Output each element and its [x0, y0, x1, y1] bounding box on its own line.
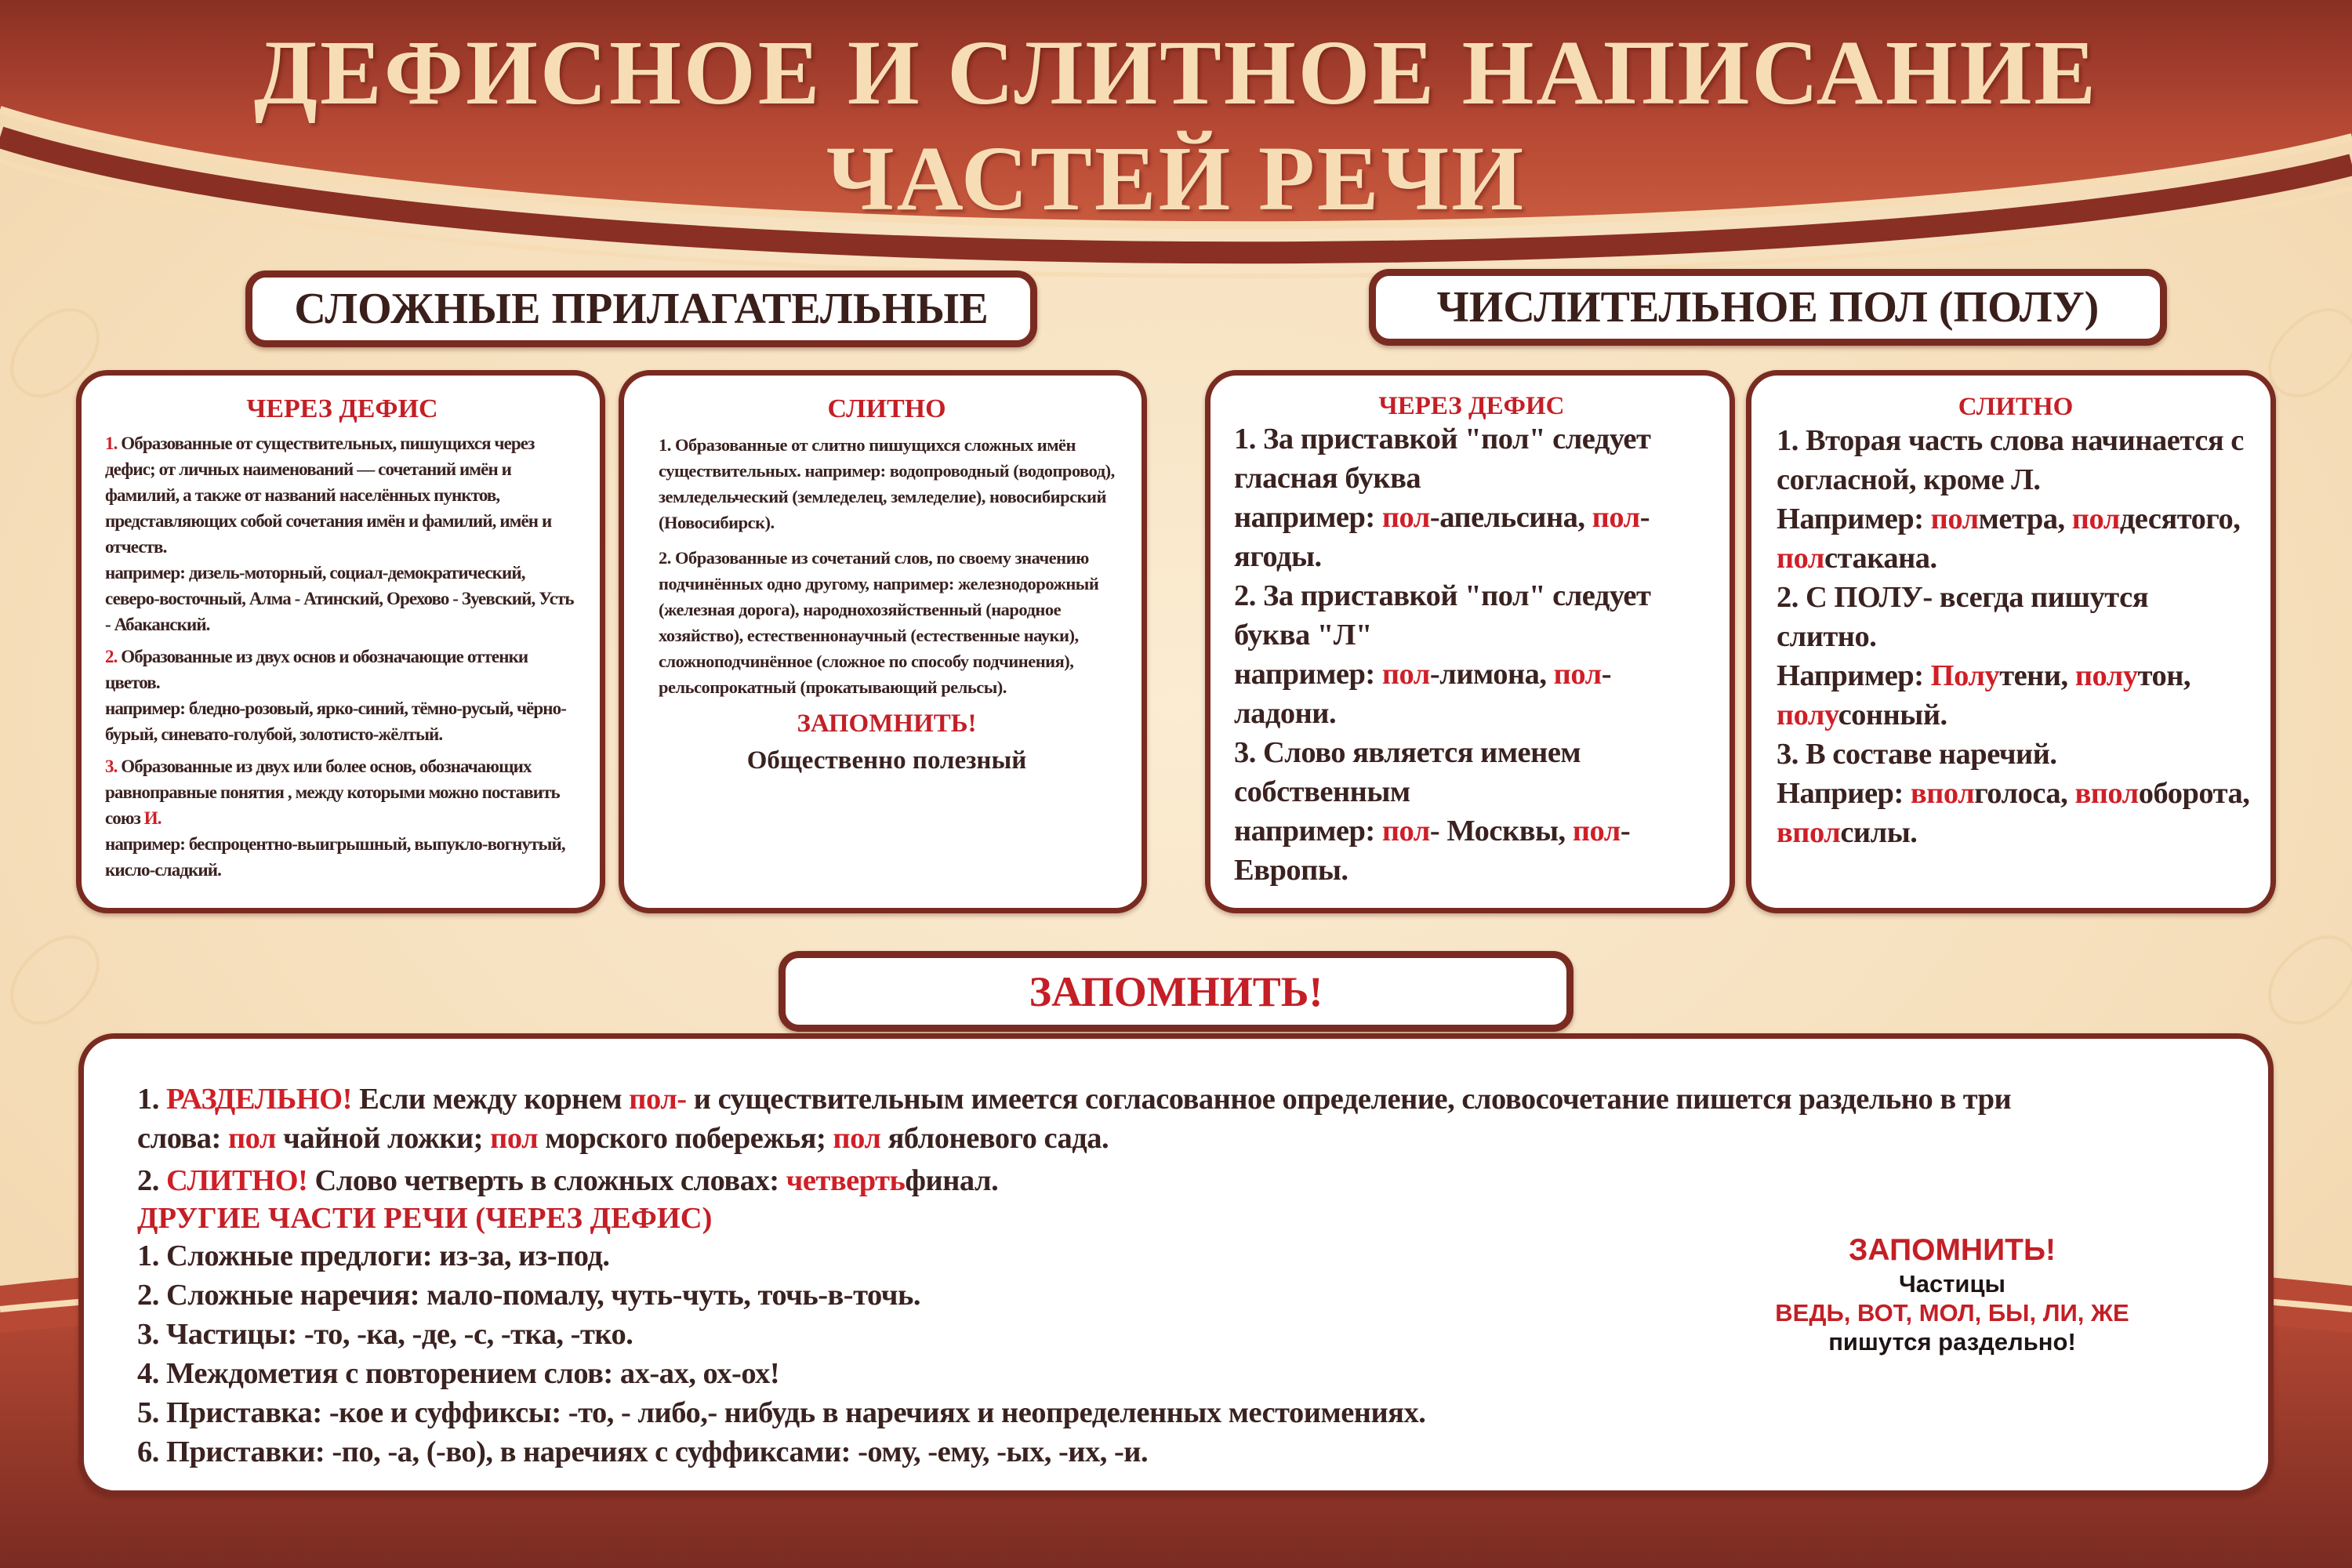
card-adjectives-solid: [619, 370, 1147, 913]
example-word: голоса,: [1974, 777, 2075, 810]
rule-text: Образованные из двух основ и обозначающие оттенки цветов.: [105, 647, 528, 692]
card-title: СЛИТНО: [1958, 393, 2074, 421]
rule-example: например: бледно-розовый, ярко-синий, тёмно-русый, чёрно-бурый, синевато-голубой, золотисто-жёлтый.: [105, 699, 566, 744]
rule-example: [1777, 656, 2255, 735]
rule-paragraph: 2. Образованные из сочетаний слов, по своему значению подчинённых одно другому, например: железнодорожный (железная дорога), народнохозяйственный (народное хозяйство), естественнонаучный (естественные науки), сложноподчинённое (сложное по способу подчинения), рельсопрокатный (прокатывающий рельсы).: [659, 548, 1099, 697]
example-word: сонный.: [1838, 699, 1947, 731]
list-item: 6. Приставки: -по, -а, (-во), в наречиях с суффиксами: -ому, -ему, -ых, -их, -и.: [137, 1436, 1149, 1468]
example-highlight: пол: [833, 1122, 881, 1155]
example-word: Наприер:: [1777, 777, 1911, 810]
example-highlight: пол: [1777, 542, 1825, 575]
rule-text: яблоневого сада.: [880, 1122, 1109, 1155]
card-title: ЧЕРЕЗ ДЕФИС: [246, 394, 438, 423]
page-title-line-2: ЧАСТЕЙ РЕЧИ: [826, 127, 1526, 230]
card-title: ЧЕРЕЗ ДЕФИС: [1378, 392, 1565, 420]
rule-paragraph: [105, 430, 579, 637]
rule-text: Образованные из двух или более основ, обозначающих равноправные понятия , между которыми можно поставить союз: [105, 757, 560, 828]
rule-text: финал.: [905, 1164, 999, 1197]
rule-text: Слово четверть в сложных словах:: [307, 1164, 786, 1197]
example-word: -апельсина,: [1429, 501, 1592, 534]
particles-title: ЗАПОМНИТЬ!: [1849, 1233, 2056, 1267]
rule-text: 2. За приставкой "пол" следует буква "Л": [1234, 579, 1651, 652]
example-highlight: полу: [1777, 699, 1838, 731]
rule-paragraph: 1. Образованные от слитно пишущихся сложных имён существительных. например: водопроводный (водопровод), земледельческий (земледелец, земледелие), новосибирский (Новосибирск).: [659, 435, 1115, 532]
rule-text: 3. Слово является именем собственным: [1234, 736, 1581, 808]
example-word: -лимона,: [1429, 658, 1554, 691]
example-highlight: Полу: [1930, 659, 2000, 692]
rule-line: [137, 1119, 2213, 1158]
list-item: 4. Междометия с повторением слов: ах-ах, ох-ох!: [137, 1357, 780, 1390]
example-highlight: впол: [1910, 777, 1975, 810]
rule-keyword: РАЗДЕЛЬНО!: [166, 1083, 352, 1116]
card-title: СЛИТНО: [827, 394, 946, 423]
rule-number: 1.: [105, 434, 118, 453]
rule-example: [1777, 499, 2255, 578]
rule-text: морского побережья;: [538, 1122, 833, 1155]
rule-text: Образованные от существительных, пишущихся через дефис; от личных наименований — сочетаний имён и фамилий, а также от названий населённых пунктов, представляющих собой сочетания имён и фамилий, имён и отчеств.: [105, 434, 552, 557]
card-numeral-hyphen: [1205, 370, 1735, 913]
example-highlight: пол: [1572, 815, 1621, 848]
particles-line: пишутся раздельно!: [1828, 1328, 2076, 1356]
example-highlight: впол: [2074, 777, 2139, 810]
example-highlight: пол: [227, 1122, 276, 1155]
rule-text: слова:: [137, 1122, 228, 1155]
example-word: тени,: [1999, 659, 2075, 692]
rule-example: [1234, 811, 1709, 890]
example-word: десятого,: [2119, 503, 2241, 535]
example-highlight: пол: [1381, 501, 1430, 534]
rule-number: 1.: [137, 1083, 166, 1116]
particles-list: ВЕДЬ, ВОТ, МОЛ, БЫ, ЛИ, ЖЕ: [1775, 1299, 2129, 1327]
list-item: 1. Сложные предлоги: из-за, из-под.: [137, 1240, 610, 1272]
rule-paragraph: [105, 753, 579, 883]
page-title-line-1: ДЕФИСНОЕ И СЛИТНОЕ НАПИСАНИЕ: [253, 21, 2099, 124]
rule-example: [1777, 774, 2255, 852]
rule-text: Если между корнем: [351, 1083, 630, 1116]
example-word: стакана.: [1824, 542, 1937, 575]
example-highlight: пол: [1381, 815, 1430, 848]
rule-keyword: СЛИТНО!: [166, 1164, 308, 1197]
rule-text: чайной ложки;: [276, 1122, 491, 1155]
list-item: 5. Приставка: -кое и суффиксы: -то, - либо,- нибудь в наречиях и неопределенных местоимениях.: [137, 1396, 1426, 1429]
particles-note: [1756, 1231, 2148, 1356]
example-highlight: впол: [1777, 816, 1841, 849]
rule-example: например: дизель-моторный, социал-демократический, северо-восточный, Алма - Атинский, Орехово - Зуевский, Усть - Абаканский.: [105, 563, 574, 634]
card-numeral-solid: [1746, 370, 2276, 913]
rule-line: [137, 1161, 2213, 1200]
header-compound-adjectives: СЛОЖНЫЕ ПРИЛАГАТЕЛЬНЫЕ: [245, 270, 1037, 347]
rule-example: например: беспроцентно-выигрышный, выпукло-вогнутый, кисло-сладкий.: [105, 834, 565, 880]
example-word: например:: [1234, 658, 1382, 691]
header-remember: ЗАПОМНИТЬ!: [779, 951, 1573, 1032]
rule-number: 2.: [105, 647, 118, 666]
card-adjectives-hyphen: [76, 370, 605, 913]
rule-text: 1. Вторая часть слова начинается с согласной, кроме Л.: [1777, 424, 2244, 496]
example-word: например:: [1234, 501, 1382, 534]
list-item: 3. Частицы: -то, -ка, -де, -с, -тка, -тко.: [137, 1318, 633, 1351]
example-word: -ладони.: [1234, 658, 1612, 730]
rule-number: 2.: [137, 1164, 166, 1197]
remember-text: Общественно полезный: [746, 746, 1027, 775]
example-word: силы.: [1840, 816, 1918, 849]
particles-line: Частицы: [1898, 1270, 2006, 1298]
rule-text: 3. В составе наречий.: [1777, 738, 2057, 771]
example-word: тон,: [2137, 659, 2191, 692]
example-word: - Москвы,: [1429, 815, 1573, 848]
example-highlight: четверть: [786, 1164, 906, 1197]
rule-text: и существительным имеется согласованное определение, словосочетание пишется раздельно в три: [686, 1083, 2012, 1116]
rule-line: [137, 1080, 2213, 1119]
example-word: метра,: [1978, 503, 2072, 535]
example-word: оборота,: [2138, 777, 2250, 810]
example-highlight: пол: [1381, 658, 1430, 691]
example-word: -ягоды.: [1234, 501, 1650, 573]
remember-title: ЗАПОМНИТЬ!: [797, 710, 977, 738]
example-word: Например:: [1777, 503, 1931, 535]
example-highlight: пол: [490, 1122, 539, 1155]
rule-union: И.: [143, 808, 162, 828]
rule-number: 3.: [105, 757, 118, 776]
example-word: -Европы.: [1234, 815, 1631, 887]
example-word: Например:: [1777, 659, 1931, 692]
rule-paragraph: [105, 644, 579, 747]
list-item: 2. Сложные наречия: мало-помалу, чуть-чуть, точь-в-точь.: [137, 1279, 920, 1312]
rule-example: [1234, 655, 1709, 733]
rule-text: 1. За приставкой "пол" следует гласная буква: [1234, 423, 1651, 495]
example-highlight: пол: [1930, 503, 1979, 535]
example-highlight: пол: [1592, 501, 1640, 534]
rule-text: 2. С ПОЛУ- всегда пишутся слитно.: [1777, 581, 2149, 653]
example-highlight: полу: [2074, 659, 2138, 692]
header-numeral-pol: ЧИСЛИТЕЛЬНОЕ ПОЛ (ПОЛУ): [1369, 269, 2167, 346]
example-highlight: пол: [2071, 503, 2120, 535]
example-word: например:: [1234, 815, 1382, 848]
example-highlight: пол-: [629, 1083, 687, 1116]
example-highlight: пол: [1553, 658, 1602, 691]
other-parts-title: ДРУГИЕ ЧАСТИ РЕЧИ (ЧЕРЕЗ ДЕФИС): [137, 1202, 713, 1235]
rule-example: [1234, 498, 1709, 576]
